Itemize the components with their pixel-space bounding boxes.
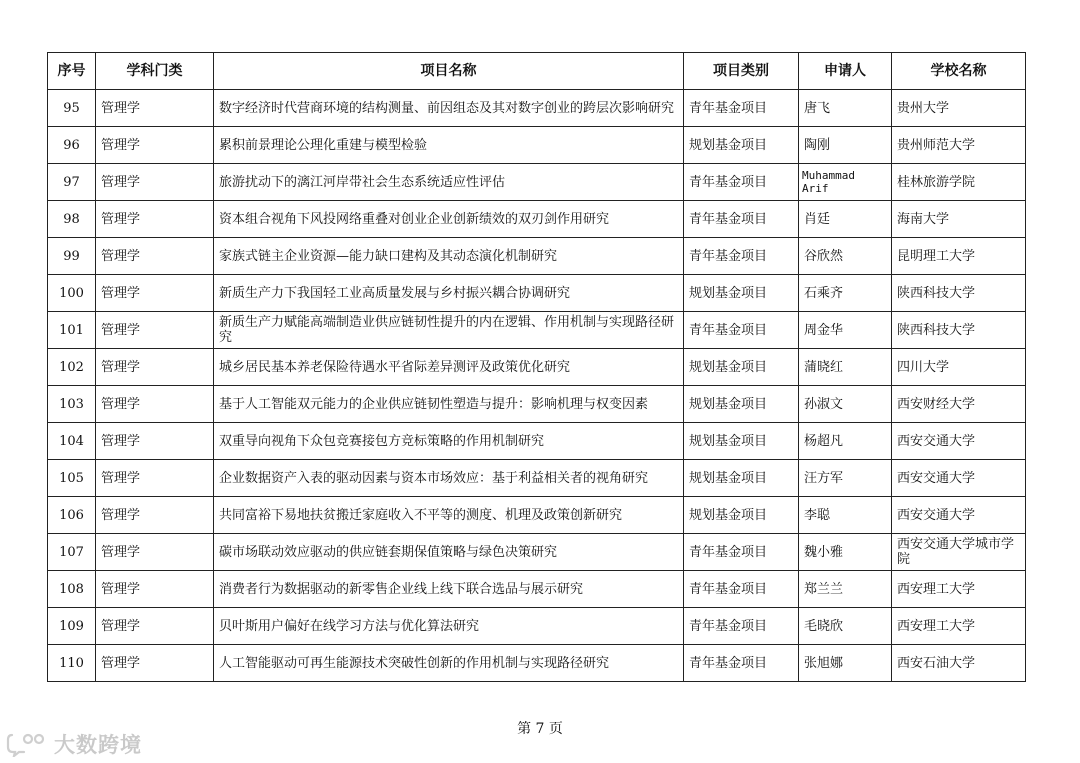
row-discipline: 管理学 bbox=[96, 497, 214, 534]
table-row bbox=[48, 608, 1026, 645]
row-category: 青年基金项目 bbox=[684, 534, 799, 571]
row-project: 碳市场联动效应驱动的供应链套期保值策略与绿色决策研究 bbox=[214, 534, 684, 571]
row-project: 双重导向视角下众包竞赛接包方竞标策略的作用机制研究 bbox=[214, 423, 684, 460]
row-category: 青年基金项目 bbox=[684, 608, 799, 645]
row-category: 青年基金项目 bbox=[684, 164, 799, 201]
row-project: 家族式链主企业资源—能力缺口建构及其动态演化机制研究 bbox=[214, 238, 684, 275]
project-table bbox=[47, 52, 1026, 682]
row-project: 新质生产力下我国轻工业高质量发展与乡村振兴耦合协调研究 bbox=[214, 275, 684, 312]
row-discipline: 管理学 bbox=[96, 90, 214, 127]
row-project: 新质生产力赋能高端制造业供应链韧性提升的内在逻辑、作用机制与实现路径研究 bbox=[214, 312, 684, 349]
row-no: 102 bbox=[48, 349, 96, 386]
table-row bbox=[48, 497, 1026, 534]
row-discipline: 管理学 bbox=[96, 201, 214, 238]
row-category: 青年基金项目 bbox=[684, 645, 799, 682]
row-category: 青年基金项目 bbox=[684, 90, 799, 127]
row-discipline: 管理学 bbox=[96, 127, 214, 164]
row-project: 人工智能驱动可再生能源技术突破性创新的作用机制与实现路径研究 bbox=[214, 645, 684, 682]
table-row bbox=[48, 571, 1026, 608]
row-applicant: 唐飞 bbox=[799, 90, 892, 127]
row-discipline: 管理学 bbox=[96, 238, 214, 275]
row-no: 97 bbox=[48, 164, 96, 201]
row-school: 陕西科技大学 bbox=[892, 275, 1026, 312]
row-applicant: 肖廷 bbox=[799, 201, 892, 238]
table-row bbox=[48, 238, 1026, 275]
table-row bbox=[48, 201, 1026, 238]
row-no: 95 bbox=[48, 90, 96, 127]
row-no: 103 bbox=[48, 386, 96, 423]
row-project: 贝叶斯用户偏好在线学习方法与优化算法研究 bbox=[214, 608, 684, 645]
row-discipline: 管理学 bbox=[96, 349, 214, 386]
row-category: 规划基金项目 bbox=[684, 497, 799, 534]
speech-bubble-icon bbox=[6, 731, 50, 757]
row-no: 100 bbox=[48, 275, 96, 312]
row-discipline: 管理学 bbox=[96, 164, 214, 201]
table-row bbox=[48, 386, 1026, 423]
table-row bbox=[48, 164, 1026, 201]
row-project: 累积前景理论公理化重建与模型检验 bbox=[214, 127, 684, 164]
row-applicant: Muhammad Arif bbox=[799, 164, 892, 201]
row-school: 海南大学 bbox=[892, 201, 1026, 238]
row-school: 西安财经大学 bbox=[892, 386, 1026, 423]
row-project: 共同富裕下易地扶贫搬迁家庭收入不平等的测度、机理及政策创新研究 bbox=[214, 497, 684, 534]
row-project: 资本组合视角下风投网络重叠对创业企业创新绩效的双刃剑作用研究 bbox=[214, 201, 684, 238]
row-applicant: 魏小雅 bbox=[799, 534, 892, 571]
table-row bbox=[48, 127, 1026, 164]
row-applicant: 张旭娜 bbox=[799, 645, 892, 682]
row-school: 昆明理工大学 bbox=[892, 238, 1026, 275]
row-no: 99 bbox=[48, 238, 96, 275]
row-discipline: 管理学 bbox=[96, 534, 214, 571]
table-row bbox=[48, 90, 1026, 127]
row-applicant: 蒲晓红 bbox=[799, 349, 892, 386]
row-category: 规划基金项目 bbox=[684, 349, 799, 386]
row-discipline: 管理学 bbox=[96, 460, 214, 497]
row-no: 107 bbox=[48, 534, 96, 571]
page-number: 第 7 页 bbox=[517, 721, 563, 737]
row-discipline: 管理学 bbox=[96, 386, 214, 423]
row-discipline: 管理学 bbox=[96, 312, 214, 349]
row-discipline: 管理学 bbox=[96, 645, 214, 682]
header-project: 项目名称 bbox=[214, 53, 684, 90]
row-category: 青年基金项目 bbox=[684, 312, 799, 349]
table-row bbox=[48, 275, 1026, 312]
row-project: 数字经济时代营商环境的结构测量、前因组态及其对数字创业的跨层次影响研究 bbox=[214, 90, 684, 127]
row-school: 西安交通大学 bbox=[892, 423, 1026, 460]
row-school: 桂林旅游学院 bbox=[892, 164, 1026, 201]
row-applicant: 杨超凡 bbox=[799, 423, 892, 460]
row-school: 西安交通大学 bbox=[892, 497, 1026, 534]
row-category: 青年基金项目 bbox=[684, 201, 799, 238]
table-row bbox=[48, 645, 1026, 682]
table-row bbox=[48, 349, 1026, 386]
row-no: 106 bbox=[48, 497, 96, 534]
row-applicant: 李聪 bbox=[799, 497, 892, 534]
row-school: 西安理工大学 bbox=[892, 571, 1026, 608]
row-school: 西安理工大学 bbox=[892, 608, 1026, 645]
row-project: 企业数据资产入表的驱动因素与资本市场效应：基于利益相关者的视角研究 bbox=[214, 460, 684, 497]
row-project: 基于人工智能双元能力的企业供应链韧性塑造与提升：影响机理与权变因素 bbox=[214, 386, 684, 423]
row-no: 108 bbox=[48, 571, 96, 608]
row-applicant: 汪方军 bbox=[799, 460, 892, 497]
row-applicant: 孙淑文 bbox=[799, 386, 892, 423]
table-row bbox=[48, 312, 1026, 349]
row-project: 旅游扰动下的漓江河岸带社会生态系统适应性评估 bbox=[214, 164, 684, 201]
row-applicant: 石乘齐 bbox=[799, 275, 892, 312]
row-category: 规划基金项目 bbox=[684, 386, 799, 423]
row-applicant: 郑兰兰 bbox=[799, 571, 892, 608]
row-school: 西安交通大学城市学院 bbox=[892, 534, 1026, 571]
row-no: 105 bbox=[48, 460, 96, 497]
row-no: 109 bbox=[48, 608, 96, 645]
row-discipline: 管理学 bbox=[96, 423, 214, 460]
row-applicant: 谷欣然 bbox=[799, 238, 892, 275]
row-category: 规划基金项目 bbox=[684, 275, 799, 312]
row-no: 104 bbox=[48, 423, 96, 460]
row-school: 四川大学 bbox=[892, 349, 1026, 386]
header-no: 序号 bbox=[48, 53, 96, 90]
header-school: 学校名称 bbox=[892, 53, 1026, 90]
row-school: 陕西科技大学 bbox=[892, 312, 1026, 349]
watermark bbox=[6, 729, 142, 759]
row-discipline: 管理学 bbox=[96, 571, 214, 608]
row-project: 城乡居民基本养老保险待遇水平省际差异测评及政策优化研究 bbox=[214, 349, 684, 386]
row-category: 规划基金项目 bbox=[684, 127, 799, 164]
row-category: 青年基金项目 bbox=[684, 571, 799, 608]
table-header-row bbox=[48, 53, 1026, 90]
row-discipline: 管理学 bbox=[96, 275, 214, 312]
header-category: 项目类别 bbox=[684, 53, 799, 90]
row-applicant: 陶刚 bbox=[799, 127, 892, 164]
row-school: 贵州大学 bbox=[892, 90, 1026, 127]
row-category: 规划基金项目 bbox=[684, 423, 799, 460]
header-discipline: 学科门类 bbox=[96, 53, 214, 90]
table-row bbox=[48, 460, 1026, 497]
row-no: 110 bbox=[48, 645, 96, 682]
header-applicant: 申请人 bbox=[799, 53, 892, 90]
row-no: 98 bbox=[48, 201, 96, 238]
row-school: 西安交通大学 bbox=[892, 460, 1026, 497]
row-applicant: 毛晓欣 bbox=[799, 608, 892, 645]
row-school: 贵州师范大学 bbox=[892, 127, 1026, 164]
watermark-text: 大数跨境 bbox=[54, 733, 142, 757]
row-category: 青年基金项目 bbox=[684, 238, 799, 275]
row-applicant: 周金华 bbox=[799, 312, 892, 349]
row-category: 规划基金项目 bbox=[684, 460, 799, 497]
row-project: 消费者行为数据驱动的新零售企业线上线下联合选品与展示研究 bbox=[214, 571, 684, 608]
row-no: 101 bbox=[48, 312, 96, 349]
table-row bbox=[48, 423, 1026, 460]
row-discipline: 管理学 bbox=[96, 608, 214, 645]
row-school: 西安石油大学 bbox=[892, 645, 1026, 682]
row-no: 96 bbox=[48, 127, 96, 164]
table-row bbox=[48, 534, 1026, 571]
